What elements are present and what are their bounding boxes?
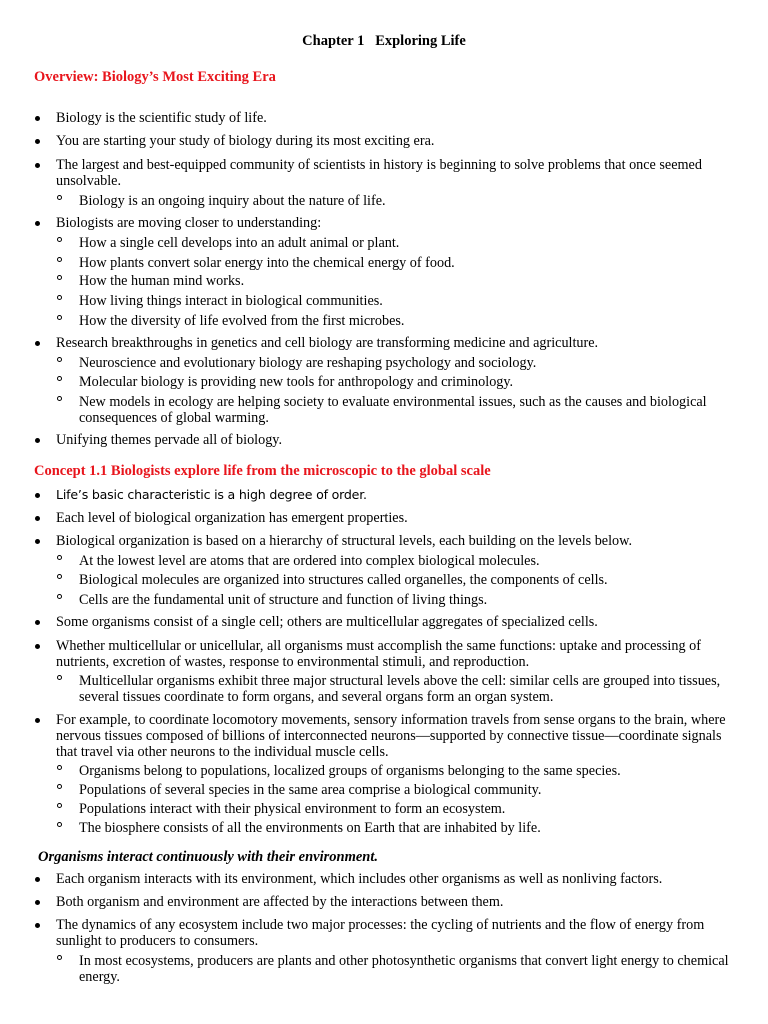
bullet-item: Research breakthroughs in genetics and cell biology are transforming medicine and agriculture. [56,335,746,351]
bullet-item: Unifying themes pervade all of biology. [56,432,746,448]
sub-bullet-item: At the lowest level are atoms that are ordered into complex biological molecules. [79,553,746,569]
sub-bullet-item: Biological molecules are organized into structures called organelles, the components of cells. [79,572,746,588]
bullet-item: Both organism and environment are affected by the interactions between them. [56,894,746,910]
sub-bullet-item: Molecular biology is providing new tools for anthropology and criminology. [79,374,746,390]
bullet-item: Biologists are moving closer to understanding: [56,215,746,231]
bullet-item: The dynamics of any ecosystem include two major processes: the cycling of nutrients and the flow of energy from sunlight to producers to consumers. [56,917,746,949]
bullet-item: The largest and best-equipped community of scientists in history is beginning to solve problems that once seemed unsolvable. [56,157,746,189]
sub-bullet-item: Cells are the fundamental unit of structure and function of living things. [79,592,746,608]
sub-bullet-item: Biology is an ongoing inquiry about the nature of life. [79,193,746,209]
bullet-item: For example, to coordinate locomotory movements, sensory information travels from sense organs to the brain, where nervous tissues composed of billions of interconnected neurons—supported by connective tissue—coordinate signals that travel via other neurons to the individual muscle cells. [56,712,746,760]
sub-bullet-item: Populations interact with their physical environment to form an ecosystem. [79,801,746,817]
concept-heading: Concept 1.1 Biologists explore life from the microscopic to the global scale [34,463,491,479]
sub-bullet-item: How living things interact in biological communities. [79,293,746,309]
sub-bullet-item: In most ecosystems, producers are plants and other photosynthetic organisms that convert light energy to chemical energy. [79,953,746,985]
bullet-item: Each level of biological organization has emergent properties. [56,510,746,526]
sub-bullet-item: How a single cell develops into an adult animal or plant. [79,235,746,251]
bullet-item: Whether multicellular or unicellular, all organisms must accomplish the same functions: uptake and processing of nutrients, excretion of wastes, response to environmental stimuli, and reproduction. [56,638,746,670]
sub-bullet-item: How plants convert solar energy into the chemical energy of food. [79,255,746,271]
sub-bullet-item: Multicellular organisms exhibit three major structural levels above the cell: similar cells are grouped into tissues, several tissues coordinate to form organs, and several organs form an organ system. [79,673,746,705]
bullet-item: Some organisms consist of a single cell; others are multicellular aggregates of specialized cells. [56,614,746,630]
organisms-heading: Organisms interact continuously with their environment. [38,849,379,865]
sub-bullet-item: Populations of several species in the same area comprise a biological community. [79,782,746,798]
sub-bullet-item: How the human mind works. [79,273,746,289]
bullet-item: Each organism interacts with its environment, which includes other organisms as well as nonliving factors. [56,871,746,887]
bullet-item: Biological organization is based on a hierarchy of structural levels, each building on the levels below. [56,533,746,549]
bullet-item: Life’s basic characteristic is a high degree of order. [56,487,746,503]
sub-bullet-item: Organisms belong to populations, localized groups of organisms belonging to the same species. [79,763,746,779]
sub-bullet-item: How the diversity of life evolved from the first microbes. [79,313,746,329]
overview-heading: Overview: Biology’s Most Exciting Era [34,69,276,85]
sub-bullet-item: New models in ecology are helping society to evaluate environmental issues, such as the causes and biological consequences of global warming. [79,394,746,426]
page-title: Chapter 1 Exploring Life [302,33,466,49]
bullet-item: You are starting your study of biology during its most exciting era. [56,133,746,149]
bullet-item: Biology is the scientific study of life. [56,110,746,126]
sub-bullet-item: Neuroscience and evolutionary biology are reshaping psychology and sociology. [79,355,746,371]
sub-bullet-item: The biosphere consists of all the environments on Earth that are inhabited by life. [79,820,746,836]
